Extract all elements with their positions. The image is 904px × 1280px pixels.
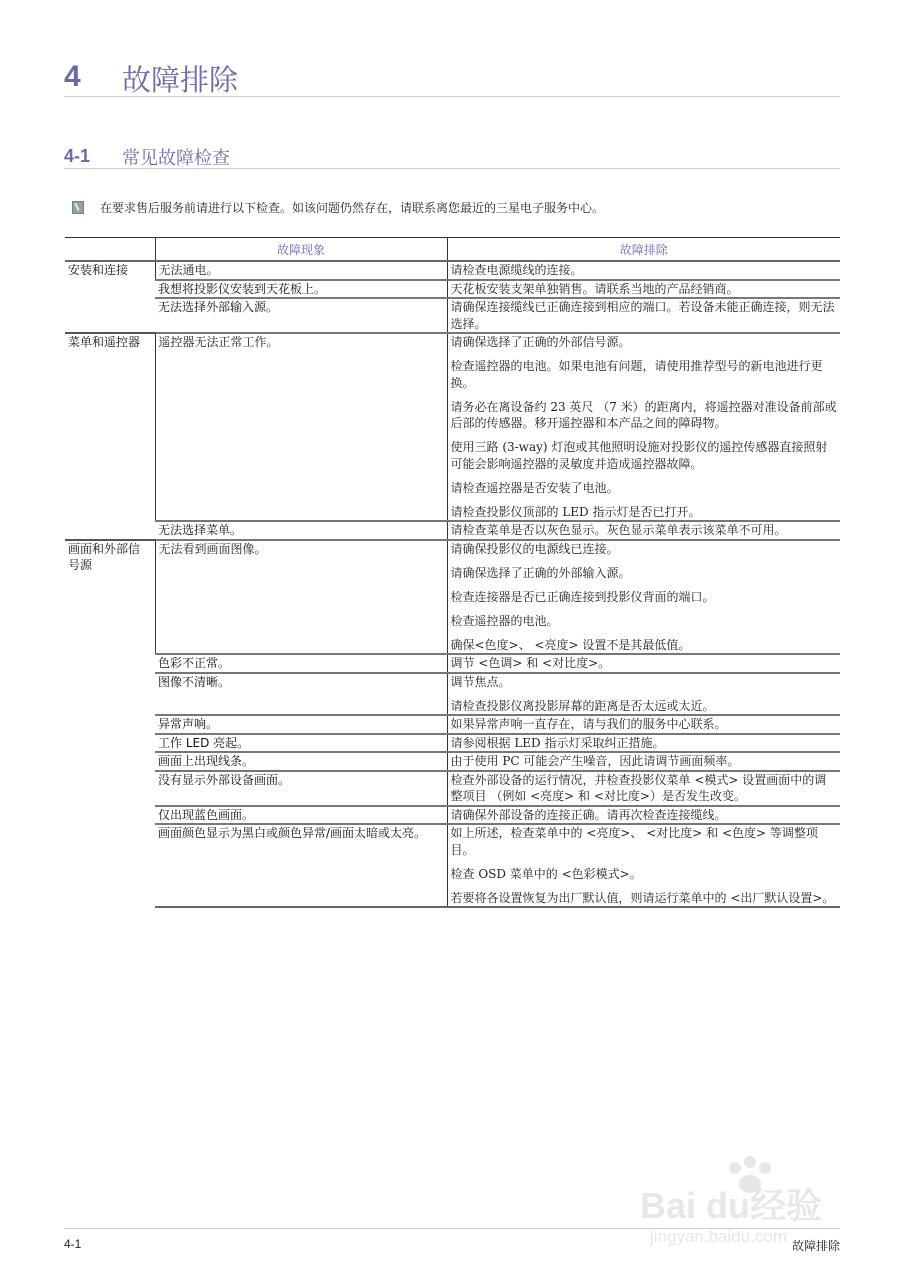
solution-text: 请检查菜单是否以灰色显示。灰色显示菜单表示该菜单不可用。 [450, 523, 787, 537]
solution-cell [447, 715, 840, 734]
solution-text: 检查遥控器的电池。如果电池有问题，请使用推荐型号的新电池进行更换。 [450, 359, 823, 390]
section-number: 4-1 [64, 146, 91, 166]
symptom-cell: 无法选择菜单。 [155, 521, 447, 540]
solution-text: 如上所述，检查菜单中的 <亮度>、 <对比度> 和 <色度> 等调整项目。 [450, 826, 818, 857]
table-row [65, 734, 840, 753]
table-row [65, 715, 840, 734]
chapter-number: 4 [64, 60, 81, 93]
section-heading [64, 144, 840, 169]
solution-cell [447, 673, 840, 716]
solution-cell [447, 540, 840, 655]
header-symptom: 故障现象 [155, 238, 447, 262]
solution-text: 检查外部设备的运行情况，并检查投影仪菜单 <模式> 设置画面中的调整项目 （例如 <亮度> 和 <对比度>）是否发生改变。 [450, 772, 827, 803]
solution-cell [447, 806, 840, 825]
note-text: 在要求售后服务前请进行以下检查。如该问题仍然存在，请联系离您最近的三星电子服务中心。 [100, 201, 605, 215]
symptom-cell: 工作 LED 亮起。 [155, 734, 447, 753]
chapter-title: 故障排除 [122, 63, 239, 97]
symptom-cell: 仅出现蓝色画面。 [155, 806, 447, 825]
solution-text: 请确保选择了正确的外部信号源。 [450, 335, 631, 349]
solution-text: 请确保连接缆线已正确连接到相应的端口。若设备未能正确连接，则无法选择。 [450, 300, 835, 331]
solution-text: 请务必在离设备约 23 英尺 （7 米）的距离内，将遥控器对准设备前部或后部的传感器。移开遥控器和本产品之间的障碍物。 [450, 399, 837, 430]
solution-text: 调节焦点。 [450, 674, 511, 689]
solution-text: 请检查投影仪离投影屏幕的距离是否太远或太近。 [450, 698, 715, 713]
solution-cell [447, 280, 840, 299]
solution-text: 确保<色度>、 <亮度> 设置不是其最低值。 [450, 637, 691, 652]
table-row [65, 824, 840, 907]
solution-text: 请检查电源缆线的连接。 [450, 263, 583, 277]
symptom-cell: 没有显示外部设备画面。 [155, 771, 447, 806]
table-header-row [65, 238, 840, 262]
solution-cell [447, 752, 840, 771]
footer-title: 故障排除 [791, 1239, 840, 1253]
solution-text: 调节 <色调> 和 <对比度>。 [450, 656, 611, 670]
symptom-cell: 画面上出现线条。 [155, 752, 447, 771]
solution-text: 检查遥控器的电池。 [450, 613, 559, 628]
solution-text: 检查 OSD 菜单中的 <色彩模式>。 [450, 866, 642, 881]
solution-cell [447, 521, 840, 540]
category-cell: 菜单和遥控器 [65, 333, 155, 540]
svg-text:Bai du经验: Bai du经验 [640, 1185, 823, 1226]
solution-cell [447, 298, 840, 333]
solution-cell [447, 824, 840, 907]
symptom-cell: 色彩不正常。 [155, 654, 447, 673]
chapter-heading [64, 58, 840, 97]
svg-text:jingyan.baidu.com: jingyan.baidu.com [650, 1227, 788, 1246]
symptom-cell: 无法通电。 [155, 261, 447, 280]
table-row [65, 654, 840, 673]
solution-text: 请确保投影仪的电源线已连接。 [450, 541, 619, 556]
table-row [65, 333, 840, 521]
solution-text: 请确保选择了正确的外部输入源。 [450, 565, 631, 580]
solution-text: 若要将各设置恢复为出厂默认值，则请运行菜单中的 <出厂默认设置>。 [450, 890, 835, 905]
solution-text: 天花板安装支架单独销售。请联系当地的产品经销商。 [450, 281, 739, 296]
table-row [65, 280, 840, 299]
solution-text: 请检查投影仪顶部的 LED 指示灯是否已打开。 [450, 504, 701, 519]
section-title: 常见故障检查 [122, 148, 230, 169]
page-number: 4-1 [64, 1237, 82, 1251]
note [72, 199, 604, 216]
category-cell: 安装和连接 [68, 263, 129, 277]
header-solution: 故障排除 [447, 238, 840, 262]
symptom-cell: 图像不清晰。 [155, 673, 447, 716]
table-row [65, 806, 840, 825]
solution-cell [447, 333, 840, 521]
symptom-cell: 无法选择外部输入源。 [155, 298, 447, 333]
solution-text: 请确保外部设备的连接正确。请再次检查连接缆线。 [450, 807, 727, 822]
solution-text: 请参阅根据 LED 指示灯采取纠正措施。 [450, 735, 665, 750]
solution-text: 检查连接器是否已正确连接到投影仪背面的端口。 [450, 589, 715, 604]
table-row [65, 771, 840, 806]
solution-text: 如果异常声响一直存在，请与我们的服务中心联系。 [450, 717, 727, 731]
table-row [65, 261, 840, 280]
table-row [65, 521, 840, 540]
solution-text: 由于使用 PC 可能会产生噪音，因此请调节画面频率。 [450, 754, 740, 768]
note-icon [72, 201, 84, 214]
symptom-cell: 遥控器无法正常工作。 [155, 333, 447, 521]
table-row [65, 752, 840, 771]
symptom-cell: 画面颜色显示为黑白或颜色异常/画面太暗或太亮。 [155, 824, 447, 907]
header-category [65, 238, 155, 262]
baidu-paw-logo [640, 1150, 860, 1250]
solution-cell [447, 734, 840, 753]
solution-cell [447, 654, 840, 673]
table-row [65, 673, 840, 716]
symptom-cell: 无法看到画面图像。 [155, 540, 447, 655]
table-row [65, 298, 840, 333]
symptom-cell: 异常声响。 [155, 715, 447, 734]
table-row [65, 540, 840, 655]
category-cell: 画面和外部信号源 [65, 540, 155, 908]
solution-text: 使用三路 (3-way) 灯泡或其他照明设施对投影仪的遥控传感器直接照射可能会影响遥控器的灵敏度并造成遥控器故障。 [450, 440, 828, 471]
solution-text: 请检查遥控器是否安装了电池。 [450, 480, 619, 495]
troubleshooting-table [65, 237, 840, 908]
solution-cell [447, 771, 840, 806]
symptom-cell: 我想将投影仪安装到天花板上。 [155, 280, 447, 299]
solution-cell [447, 261, 840, 280]
